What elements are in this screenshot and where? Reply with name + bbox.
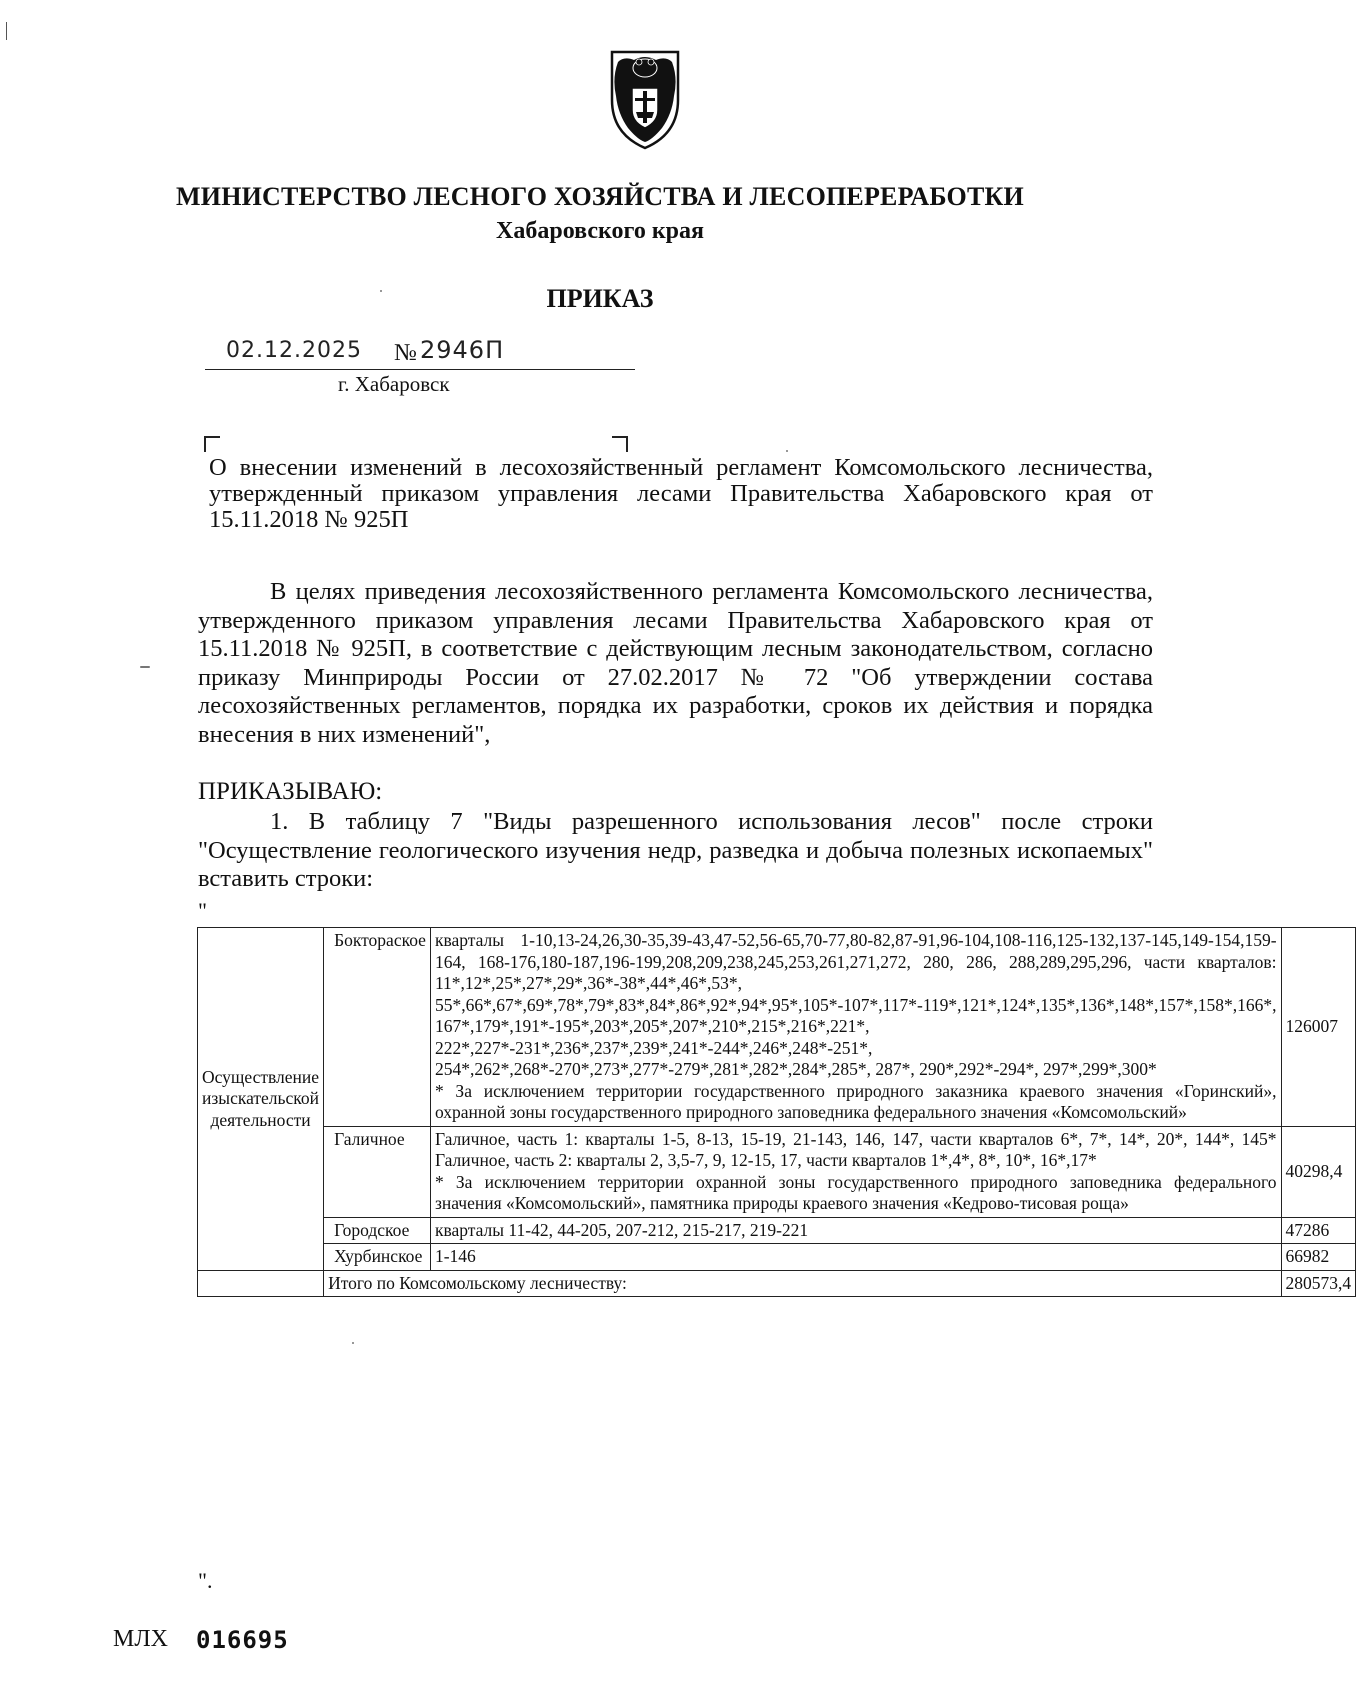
quarters-cell: кварталы 11-42, 44-205, 207-212, 215-217, 219-221: [430, 1217, 1281, 1244]
quarters-cell: [430, 1126, 1281, 1217]
table-row: [198, 928, 1356, 1127]
quarters-note: * За исключением территории государственного природного заказника краевого значения «Горинский», охранной зоны государственного природного заповедника федерального значения «Комсомольский»: [434, 1080, 1277, 1122]
stamp-number: 016695: [196, 1626, 289, 1654]
area-cell: 66982: [1281, 1244, 1356, 1271]
city: г. Хабаровск: [338, 372, 450, 396]
forestry-name-cell: Городское: [324, 1217, 431, 1244]
coat-of-arms-icon: [602, 48, 688, 152]
empty-cell: [198, 1270, 324, 1297]
order-underline: [205, 369, 635, 370]
total-area-cell: 280573,4: [1281, 1270, 1356, 1297]
forest-use-table: [197, 927, 1356, 1297]
total-label-cell: Итого по Комсомольскому лесничеству:: [324, 1270, 1281, 1297]
quarters-cell: [430, 928, 1281, 1127]
scan-speck: [352, 1342, 354, 1344]
scan-speck: [786, 450, 788, 452]
order-subject: О внесении изменений в лесохозяйственный регламент Комсомольского лесничества, утвержденный приказом управления лесами Правительства Хабаровского края от 15.11.2018 № 925П: [209, 454, 1153, 533]
area-cell: 47286: [1281, 1217, 1356, 1244]
forestry-name-cell: Хурбинское: [324, 1244, 431, 1271]
forestry-name-cell: Галичное: [324, 1126, 431, 1217]
scan-speck: [380, 290, 382, 292]
preamble-paragraph: В целях приведения лесохозяйственного регламента Комсомольского лесничества, утвержденного приказом управления лесами Правительства Хабаровского края от 15.11.2018 № 925П, в соответствие с действующим лесным законодательством, согласно приказу Минприроды России от 27.02.2017 № 72 "Об утверждении состава лесохозяйственных регламентов, порядка их разработки, сроков их действия и порядка внесения в них изменений",: [198, 578, 1153, 748]
quote-close: ".: [198, 1568, 213, 1593]
stamp-label: МЛХ: [113, 1626, 168, 1652]
ministry-name: МИНИСТЕРСТВО ЛЕСНОГО ХОЗЯЙСТВА И ЛЕСОПЕРЕРАБОТКИ: [176, 182, 1024, 211]
order-date: 02.12.2025: [226, 338, 362, 363]
table-row: [198, 1126, 1356, 1217]
item-1-paragraph: 1. В таблицу 7 "Виды разрешенного использования лесов" после строки "Осуществление геологического изучения недр, разведка и добыча полезных ископаемых" вставить строки:: [198, 808, 1153, 893]
quarters-cell: 1-146: [430, 1244, 1281, 1271]
subject-bracket-left: [204, 436, 220, 452]
quote-open: ": [198, 898, 207, 923]
forestry-name-cell: Боктораское: [324, 928, 431, 1127]
order-word: ПРИКАЗЫВАЮ:: [198, 778, 383, 805]
scan-speck: [140, 666, 150, 668]
scan-edge-mark: [6, 22, 7, 40]
quarters-text: Галичное, часть 1: кварталы 1-5, 8-13, 15-19, 21-143, 146, 147, части кварталов 6*, 7*, 14*, 20*, 144*, 145* Галичное, часть 2: кварталы 2, 3,5-7, 9, 12-15, 17, части кварталов 1*,4*, 8*, 10*, 16*,17*: [434, 1128, 1277, 1170]
table-row: [198, 1244, 1356, 1271]
activity-cell: Осуществление изыскательской деятельности: [198, 928, 324, 1271]
order-number-sign: №: [394, 340, 417, 366]
ministry-region: Хабаровского края: [496, 218, 704, 244]
quarters-text: кварталы 1-10,13-24,26,30-35,39-43,47-52,56-65,70-77,80-82,87-91,96-104,108-116,125-132,137-145,149-154,159-164, 168-176,180-187,196-199,208,209,238,245,253,261,271,272, 280, 286, 288,289,295,296, части кварталов: 11*,12*,25*,27*,29*,36*-38*,44*,46*,53*, 55*,66*,67*,69*,78*,79*,83*,84*,86*,92*,94*,95*,105*-107*,117*-119*,121*,124*,135*,136*,148*,157*,158*,166*, 167*,179*,191*-195*,203*,205*,207*,210*,215*,216*,221*, 222*,227*-231*,236*,237*,239*,241*-244*,246*,248*-251*, 254*,262*,268*-270*,273*,277*-279*,281*,282*,284*,285*, 287*, 290*,292*-294*, 297*,299*,300*: [434, 930, 1277, 1079]
table-row: [198, 1217, 1356, 1244]
document-type: ПРИКАЗ: [546, 284, 654, 313]
order-number: 2946П: [420, 336, 505, 364]
area-cell: 40298,4: [1281, 1126, 1356, 1217]
table-total-row: [198, 1270, 1356, 1297]
quarters-note: * За исключением территории охранной зоны государственного природного заповедника федерального значения «Комсомольский», памятника природы краевого значения «Кедрово-тисовая роща»: [434, 1171, 1277, 1213]
subject-bracket-right: [612, 436, 628, 452]
area-cell: 126007: [1281, 928, 1356, 1127]
